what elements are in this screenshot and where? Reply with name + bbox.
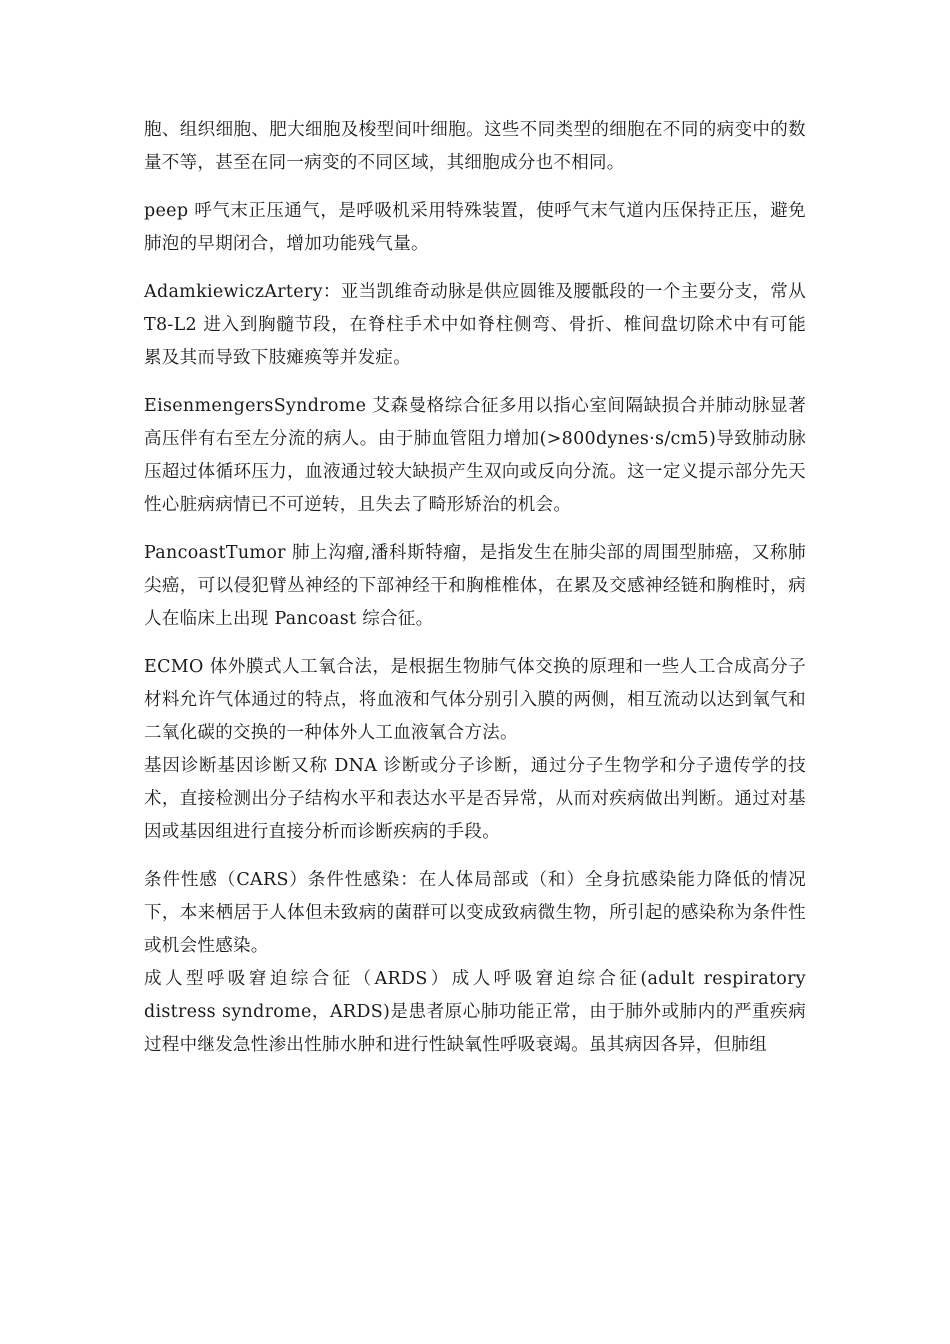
document-body — [144, 114, 806, 1062]
paragraph-conditional-infection: 条件性感（CARS）条件性感染：在人体局部或（和）全身抗感染能力降低的情况下，本来栖居于人体但未致病的菌群可以变成致病微生物，所引起的感染称为条件性或机会性感染。 — [144, 870, 806, 956]
paragraph-eisenmenger-syndrome: EisenmengersSyndrome 艾森曼格综合征多用以指心室间隔缺损合并肺动脉显著高压伴有右至左分流的病人。由于肺血管阻力增加(>800dynes·s/cm5)导致肺动脉压超过体循环压力，血液通过较大缺损产生双向或反向分流。这一定义提示部分先天性心脏病病情已不可逆转，且失去了畸形矫治的机会。 — [144, 396, 806, 515]
paragraph-peep: peep 呼气末正压通气，是呼吸机采用特殊装置，使呼气末气道内压保持正压，避免肺泡的早期闭合，增加功能残气量。 — [144, 201, 806, 254]
paragraph-cell-types: 胞、组织细胞、肥大细胞及梭型间叶细胞。这些不同类型的细胞在不同的病变中的数量不等，甚至在同一病变的不同区域，其细胞成分也不相同。 — [144, 120, 806, 173]
paragraph-ards: 成人型呼吸窘迫综合征（ARDS）成人呼吸窘迫综合征(adult respiratory distress syndrome，ARDS)是患者原心肺功能正常，由于肺外或肺内的严重疾病过程中继发急性渗出性肺水肿和进行性缺氧性呼吸衰竭。虽其病因各异，但肺组 — [144, 969, 806, 1055]
paragraph-pancoast-tumor: PancoastTumor 肺上沟瘤,潘科斯特瘤，是指发生在肺尖部的周围型肺癌，又称肺尖癌，可以侵犯臂丛神经的下部神经干和胸椎椎体，在累及交感神经链和胸椎时，病人在临床上出现 Pancoast 综合征。 — [144, 543, 806, 629]
paragraph-gene-diagnosis: 基因诊断基因诊断又称 DNA 诊断或分子诊断，通过分子生物学和分子遗传学的技术，直接检测出分子结构水平和表达水平是否异常，从而对疾病做出判断。通过对基因或基因组进行直接分析而诊断疾病的手段。 — [144, 756, 806, 842]
paragraph-ecmo: ECMO 体外膜式人工氧合法，是根据生物肺气体交换的原理和一些人工合成高分子材料允许气体通过的特点，将血液和气体分别引入膜的两侧，相互流动以达到氧气和二氧化碳的交换的一种体外人工血液氧合方法。 — [144, 657, 806, 743]
paragraph-adamkiewicz-artery: AdamkiewiczArtery：亚当凯维奇动脉是供应圆锥及腰骶段的一个主要分支，常从 T8-L2 进入到胸髓节段，在脊柱手术中如脊柱侧弯、骨折、椎间盘切除术中有可能累及其而导致下肢瘫痪等并发症。 — [144, 282, 806, 368]
